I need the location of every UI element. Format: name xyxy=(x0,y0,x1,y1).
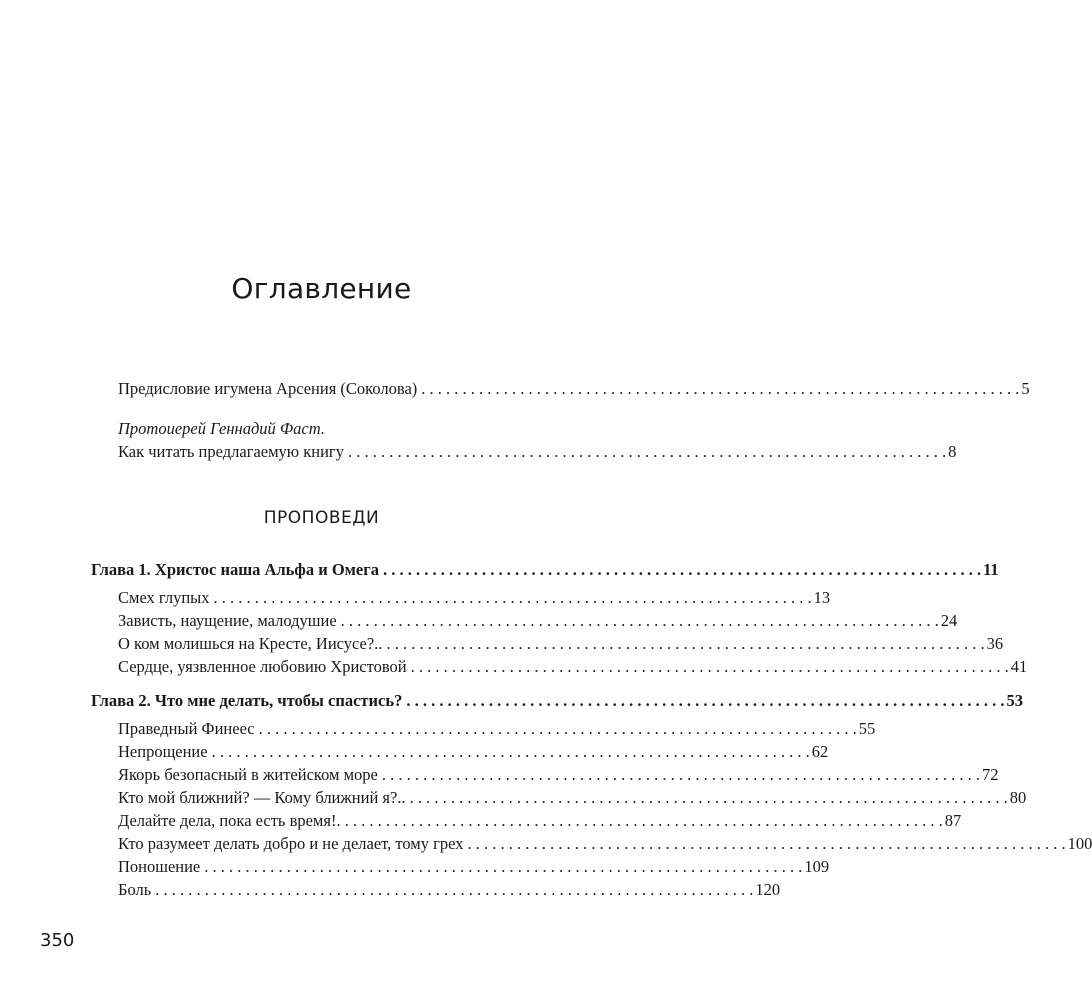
toc-entry-page: 5 xyxy=(1021,379,1030,398)
toc-chapter-title: Глава 2. Что мне делать, чтобы спастись? xyxy=(91,691,403,710)
toc-entry-title: Зависть, наущение, малодушие xyxy=(118,611,337,630)
toc-entry-title: Кто разумеет делать добро и не делает, тому грех xyxy=(118,834,464,853)
dot-leader xyxy=(421,378,1019,400)
toc-entry-page: 13 xyxy=(813,588,831,607)
toc-entry-page: 72 xyxy=(981,765,999,784)
toc-entry-page: 100 xyxy=(1067,834,1092,853)
dot-leader xyxy=(345,810,943,832)
toc-entry-title: Как читать предлагаемую книгу xyxy=(118,442,344,461)
dot-leader xyxy=(468,833,1066,855)
toc-entry-page: 36 xyxy=(986,634,1004,653)
toc-entry[interactable] xyxy=(118,787,1027,809)
toc-entry-title: Праведный Финеес xyxy=(118,719,255,738)
toc-entry[interactable] xyxy=(118,741,829,763)
toc-chapter-page: 11 xyxy=(983,560,999,579)
dot-leader xyxy=(212,741,810,763)
page-number: 350 xyxy=(40,930,75,951)
dot-leader xyxy=(155,879,753,901)
dot-leader xyxy=(411,656,1009,678)
toc-entry-title: Смех глупых xyxy=(118,588,210,607)
toc-entry-title: Делайте дела, пока есть время!. xyxy=(118,811,341,830)
section-heading: ПРОПОВЕДИ xyxy=(263,508,380,528)
toc-entry[interactable] xyxy=(118,856,830,878)
toc-entry-preface[interactable] xyxy=(118,378,1030,400)
toc-entry-page: 55 xyxy=(858,719,876,738)
toc-entry-title: Боль xyxy=(118,880,152,899)
toc-entry[interactable] xyxy=(118,587,831,609)
toc-entry[interactable] xyxy=(118,764,999,786)
toc-entry[interactable] xyxy=(118,633,1004,655)
toc-entry[interactable] xyxy=(118,610,958,632)
dot-leader xyxy=(383,559,981,581)
dot-leader xyxy=(341,610,939,632)
article-author: Протоиерей Геннадий Фаст. xyxy=(118,419,325,438)
toc-entry-page: 120 xyxy=(755,880,781,899)
toc-chapter-1[interactable] xyxy=(91,559,999,581)
dot-leader xyxy=(214,587,812,609)
dot-leader xyxy=(386,633,984,655)
toc-entry-title: О ком молишься на Кресте, Иисусе?.. xyxy=(118,634,383,653)
toc-chapter-2[interactable] xyxy=(91,690,1023,712)
toc-entry-page: 80 xyxy=(1009,788,1027,807)
toc-entry-title: Сердце, уязвленное любовию Христовой xyxy=(118,657,407,676)
dot-leader xyxy=(348,441,946,463)
toc-chapter-page: 53 xyxy=(1006,691,1023,710)
toc-entry-page: 109 xyxy=(804,857,830,876)
toc-chapter-title: Глава 1. Христос наша Альфа и Омега xyxy=(91,560,379,579)
toc-entry-title: Поношение xyxy=(118,857,201,876)
dot-leader xyxy=(259,718,857,740)
dot-leader xyxy=(410,787,1008,809)
toc-entry-page: 8 xyxy=(948,442,957,461)
dot-leader xyxy=(204,856,802,878)
toc-entry[interactable] xyxy=(118,810,962,832)
toc-entry-page: 87 xyxy=(944,811,962,830)
toc-entry[interactable] xyxy=(118,718,876,740)
toc-entry[interactable] xyxy=(118,656,1028,678)
toc-entry-article[interactable] xyxy=(118,441,957,463)
toc-entry-title: Непрощение xyxy=(118,742,208,761)
page-title: Оглавление xyxy=(231,272,412,305)
toc-entry-page: 62 xyxy=(811,742,829,761)
toc-entry-page: 24 xyxy=(940,611,958,630)
toc-entry-title: Якорь безопасный в житейском море xyxy=(118,765,378,784)
toc-entry-page: 41 xyxy=(1010,657,1028,676)
toc-entry-title: Кто мой ближний? — Кому ближний я?.. xyxy=(118,788,406,807)
toc-entry[interactable] xyxy=(118,833,1092,855)
toc-entry-title: Предисловие игумена Арсения (Соколова) xyxy=(118,379,418,398)
dot-leader xyxy=(382,764,980,786)
toc-entry[interactable] xyxy=(118,879,781,901)
dot-leader xyxy=(406,690,1004,712)
